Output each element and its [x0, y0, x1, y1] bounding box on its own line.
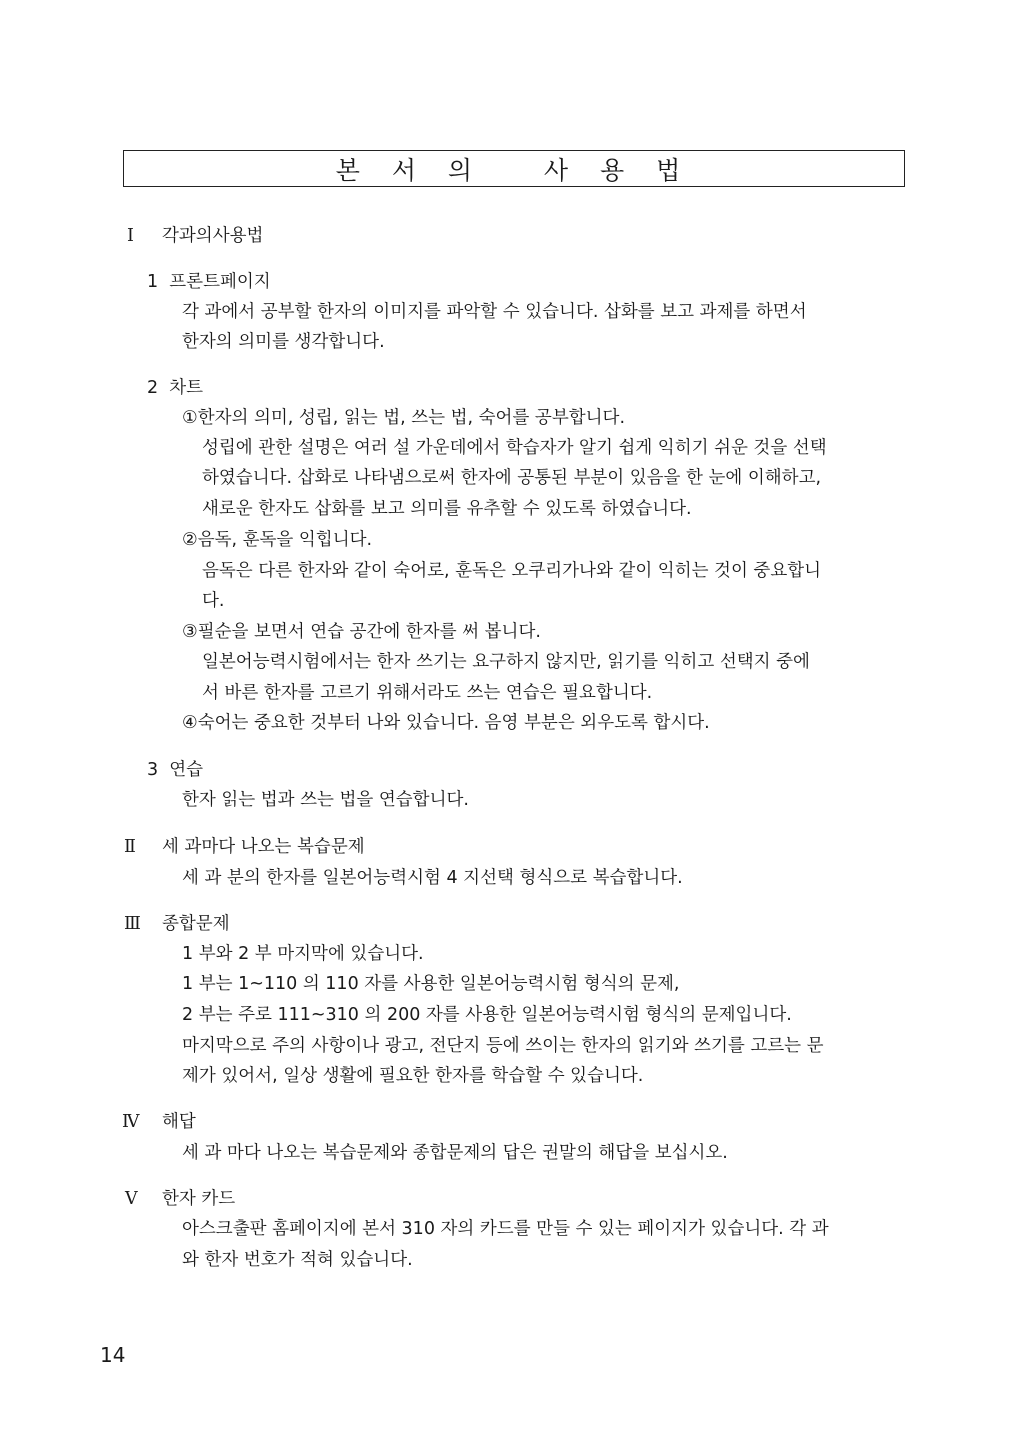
text-line: 아스크출판 홈페이지에 본서 310 자의 카드를 만들 수 있는 페이지가 있습니다. 각 과 — [182, 1219, 829, 1239]
text-line: 세 과 분의 한자를 일본어능력시험 4 지선택 형식으로 복습합니다. — [182, 868, 683, 888]
subsection-3-heading: 3 연습 — [147, 760, 204, 780]
text-line: 각 과에서 공부할 한자의 이미지를 파악할 수 있습니다. 삽화를 보고 과제를 하면서 — [182, 302, 807, 322]
text-line: 서 바른 한자를 고르기 위해서라도 쓰는 연습은 필요합니다. — [202, 683, 653, 703]
text-line: 음독은 다른 한자와 같이 숙어로, 훈독은 오쿠리가나와 같이 익히는 것이 중요합니 — [202, 561, 822, 581]
section-4-numeral: Ⅳ — [122, 1112, 140, 1132]
text-line: 마지막으로 주의 사항이나 광고, 전단지 등에 쓰이는 한자의 읽기와 쓰기를 고르는 문 — [182, 1036, 824, 1056]
text-line: 와 한자 번호가 적혀 있습니다. — [182, 1250, 413, 1270]
section-5-heading: 한자 카드 — [162, 1189, 236, 1209]
subsection-1-heading: 1 프론트페이지 — [147, 272, 271, 292]
section-4-heading: 해답 — [162, 1112, 196, 1132]
text-line: 하였습니다. 삽화로 나타냄으로써 한자에 공통된 부분이 있음을 한 눈에 이해하고, — [202, 468, 822, 488]
text-line: 1 부와 2 부 마지막에 있습니다. — [182, 944, 424, 964]
text-line: 제가 있어서, 일상 생활에 필요한 한자를 학습할 수 있습니다. — [182, 1066, 644, 1086]
text-line: 2 부는 주로 111~310 의 200 자를 사용한 일본어능력시험 형식의 문제입니다. — [182, 1005, 792, 1025]
page-title: 본 서 의 사 용 법 — [123, 150, 905, 187]
text-line: ②음독, 훈독을 익힙니다. — [182, 530, 373, 550]
section-3-numeral: Ⅲ — [124, 914, 141, 934]
text-line: 1 부는 1~110 의 110 자를 사용한 일본어능력시험 형식의 문제, — [182, 974, 680, 994]
text-line: 한자의 의미를 생각합니다. — [182, 332, 385, 352]
text-line: 일본어능력시험에서는 한자 쓰기는 요구하지 않지만, 읽기를 익히고 선택지 중에 — [202, 652, 810, 672]
section-2-heading: 세 과마다 나오는 복습문제 — [162, 837, 365, 857]
section-3-heading: 종합문제 — [162, 914, 230, 934]
subsection-2-heading: 2 차트 — [147, 378, 204, 398]
section-1-numeral: Ⅰ — [127, 226, 134, 246]
page-number: 14 — [100, 1343, 126, 1367]
text-line: 성립에 관한 설명은 여러 설 가운데에서 학습자가 알기 쉽게 익히기 쉬운 것을 선택 — [202, 438, 827, 458]
text-line: 한자 읽는 법과 쓰는 법을 연습합니다. — [182, 790, 469, 810]
section-1-heading: 각과의사용법 — [162, 226, 264, 246]
text-line: ④숙어는 중요한 것부터 나와 있습니다. 음영 부분은 외우도록 합시다. — [182, 713, 710, 733]
text-line: 새로운 한자도 삽화를 보고 의미를 유추할 수 있도록 하였습니다. — [202, 499, 692, 519]
text-line: ①한자의 의미, 성립, 읽는 법, 쓰는 법, 숙어를 공부합니다. — [182, 408, 626, 428]
text-line: 세 과 마다 나오는 복습문제와 종합문제의 답은 권말의 해답을 보십시오. — [182, 1143, 728, 1163]
section-2-numeral: Ⅱ — [124, 837, 136, 857]
text-line: ③필순을 보면서 연습 공간에 한자를 써 봅니다. — [182, 622, 541, 642]
section-5-numeral: Ⅴ — [125, 1189, 138, 1209]
text-line: 다. — [202, 591, 225, 611]
